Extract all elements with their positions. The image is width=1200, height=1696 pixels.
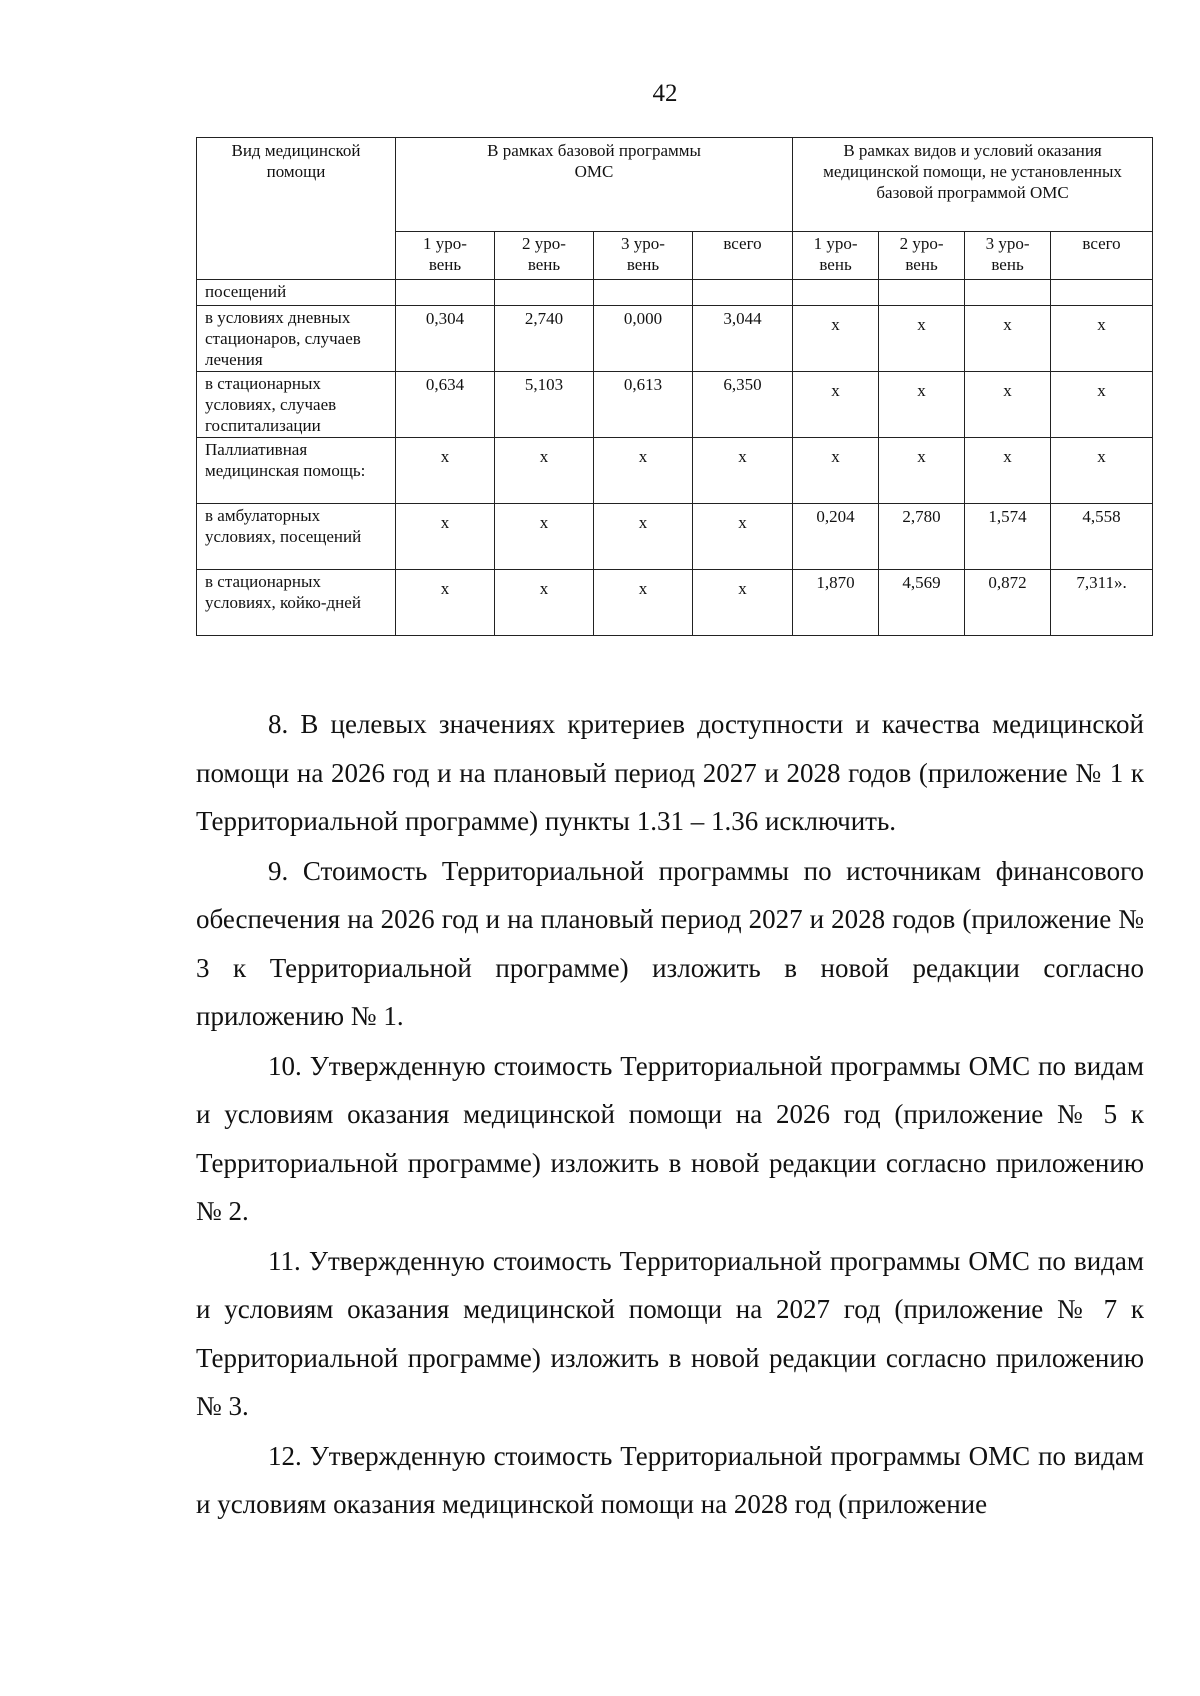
table-row [197, 372, 1153, 438]
table-cell [693, 280, 793, 306]
table-cell [594, 280, 693, 306]
table-cell: 2,740 [495, 306, 594, 372]
table-cell: x [793, 372, 879, 438]
page-number: 42 [652, 80, 678, 107]
table-cell: x [693, 504, 793, 570]
sub-header-cell: 1 уро- вень [793, 232, 879, 280]
table-cell [1051, 280, 1153, 306]
table-cell: x [965, 438, 1051, 504]
table-cell: 7,311». [1051, 570, 1153, 636]
sub-header-cell: всего [693, 232, 793, 280]
paragraph: 8. В целевых значениях критериев доступности и качества медицинской помощи на 2026 год и на плановый период 2027 и 2028 годов (приложение № 1 к Территориальной программе) пункты 1.31 – 1.36 исключить. [196, 709, 1144, 836]
table-cell: x [965, 372, 1051, 438]
table-cell [793, 280, 879, 306]
table-cell: 0,872 [965, 570, 1051, 636]
table-cell: 1,574 [965, 504, 1051, 570]
table-cell: x [1051, 372, 1153, 438]
table-cell: x [879, 306, 965, 372]
sub-header-cell: 1 уро- вень [396, 232, 495, 280]
paragraph: 11. Утвержденную стоимость Территориальной программы ОМС по видам и условиям оказания медицинской помощи на 2027 год (приложение № 7 к Территориальной программе) изложить в новой редакции согласно приложению № 3. [196, 1245, 1144, 1421]
table-cell: x [396, 504, 495, 570]
row-label: посещений [197, 280, 396, 306]
header-group-base: В рамках базовой программы ОМС [396, 138, 793, 232]
sub-header-cell: 2 уро- вень [495, 232, 594, 280]
table-cell: 4,558 [1051, 504, 1153, 570]
sub-header-cell: 3 уро- вень [594, 232, 693, 280]
table-cell: 0,000 [594, 306, 693, 372]
row-label: Паллиативная медицинская помощь: [197, 438, 396, 504]
paragraph: 12. Утвержденную стоимость Территориальной программы ОМС по видам и условиям оказания медицинской помощи на 2028 год (приложение [196, 1440, 1144, 1519]
table-row [197, 570, 1153, 636]
header-group-extra: В рамках видов и условий оказания медицинской помощи, не установленных базовой программой ОМС [793, 138, 1153, 232]
table-cell: 0,204 [793, 504, 879, 570]
table-cell: x [594, 504, 693, 570]
table-row [197, 306, 1153, 372]
data-table [196, 137, 1153, 636]
table-cell: x [495, 438, 594, 504]
paragraph: 9. Стоимость Территориальной программы по источникам финансового обеспечения на 2026 год и на плановый период 2027 и 2028 годов (приложение № 3 к Территориальной программе) изложить в новой редакции согласно приложению № 1. [196, 855, 1144, 1031]
table-cell [396, 280, 495, 306]
table-cell: 4,569 [879, 570, 965, 636]
table-cell: x [793, 438, 879, 504]
sub-header-cell: всего [1051, 232, 1153, 280]
row-label: в амбулаторных условиях, посещений [197, 504, 396, 570]
table-cell: 0,613 [594, 372, 693, 438]
table-row [197, 280, 1153, 306]
table-cell [495, 280, 594, 306]
table-cell: x [495, 570, 594, 636]
table-cell: x [396, 570, 495, 636]
table-cell: x [594, 570, 693, 636]
sub-header-cell: 3 уро- вень [965, 232, 1051, 280]
table-cell: 1,870 [793, 570, 879, 636]
paragraph: 10. Утвержденную стоимость Территориальной программы ОМС по видам и условиям оказания медицинской помощи на 2026 год (приложение № 5 к Территориальной программе) изложить в новой редакции согласно приложению № 2. [196, 1050, 1144, 1226]
table-cell: x [693, 438, 793, 504]
table-cell: 2,780 [879, 504, 965, 570]
table-cell: x [793, 306, 879, 372]
table-cell: x [693, 570, 793, 636]
table-cell: 5,103 [495, 372, 594, 438]
table-cell: x [1051, 438, 1153, 504]
table-cell: 0,634 [396, 372, 495, 438]
table-cell: x [879, 438, 965, 504]
sub-header-cell: 2 уро- вень [879, 232, 965, 280]
row-label: в стационарных условиях, случаев госпитализации [197, 372, 396, 438]
row-label: в стационарных условиях, койко-дней [197, 570, 396, 636]
table-cell: x [396, 438, 495, 504]
table-cell: x [495, 504, 594, 570]
table-cell: x [879, 372, 965, 438]
table-cell: x [594, 438, 693, 504]
table-row [197, 438, 1153, 504]
row-label: в условиях дневных стационаров, случаев лечения [197, 306, 396, 372]
table-cell [965, 280, 1051, 306]
table-cell: 0,304 [396, 306, 495, 372]
table-cell: 3,044 [693, 306, 793, 372]
table-cell: x [1051, 306, 1153, 372]
body-text [196, 700, 1144, 1530]
table-cell: 6,350 [693, 372, 793, 438]
table-cell [879, 280, 965, 306]
table-row [197, 504, 1153, 570]
header-type: Вид медицинской помощи [197, 138, 396, 280]
table-cell: x [965, 306, 1051, 372]
